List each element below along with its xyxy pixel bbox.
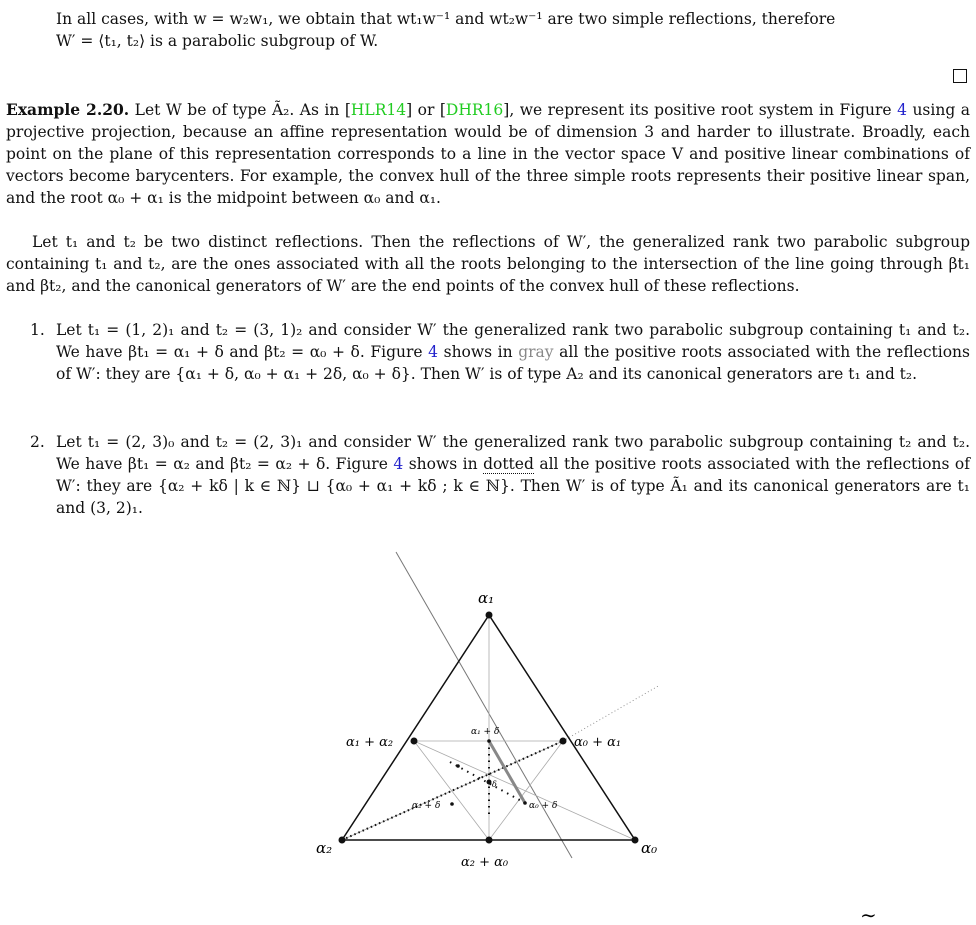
gray-word: gray — [518, 343, 554, 361]
label-alpha2: α₂ — [316, 839, 333, 857]
label-alpha0-alpha1: α₀ + α₁ — [574, 735, 622, 750]
label-alpha2-alpha0: α₂ + α₀ — [461, 855, 509, 870]
label-alpha0: α₀ — [641, 839, 658, 857]
root-system-figure — [0, 525, 976, 925]
qed-box — [953, 69, 967, 83]
label-alpha1-delta: α₁ + δ — [471, 727, 500, 737]
label-alpha0-delta: α₀ + δ — [529, 801, 558, 811]
list-item: 2. Let t₁ = (2, 3)₀ and t₂ = (2, 3)₁ and consider W′ the generalized rank two parabolic subgroup containing t₂ and t₂. We have βt₁ = α₂ and βt₂ = α₂ + δ. Figure 4 shows in dotted all the positive roots associated with the reflections of W′: they are {α₂ + kδ | k ∈ ℕ} ⊔ {α₀ + α₁ + kδ ; k ∈ ℕ}. Then W′ is of type Ã₁ and its canonical generators are t₁ and (3, 2)₁. — [30, 433, 970, 517]
citation-dhr16[interactable]: DHR16 — [445, 101, 504, 119]
example-paragraph: Example 2.20. Let W be of type Ã₂. As in [HLR14] or [DHR16], we represent its positive root system in Figure 4 using a projective projection, because an affine representation would be of dimension 3 and harder to illustrate. Broadly, each point on the plane of this representation corresponds to a line in the vector space V and positive linear combinations of vectors become barycenters. For example, the convex hull of the three simple roots represents their positive linear span, and the root α₀ + α₁ is the midpoint between α₀ and α₁. — [6, 100, 970, 207]
label-delta: δ — [492, 780, 497, 789]
list-item: 1. Let t₁ = (1, 2)₁ and t₂ = (3, 1)₂ and consider W′ the generalized rank two parabolic subgroup containing t₁ and t₂. We have βt₁ = α₁ + δ and βt₂ = α₀ + δ. Figure 4 shows in gray all the positive roots associated with the reflections of W′: they are {α₁ + δ, α₀ + α₁ + 2δ, α₀ + δ}. Then W′ is of type A₂ and its canonical generators are t₁ and t₂. — [30, 321, 970, 383]
intro-line-2: W′ = ⟨t₁, t₂⟩ is a parabolic subgroup of W. — [56, 32, 379, 50]
figure-ref-link[interactable]: 4 — [897, 101, 907, 119]
example-label: Example 2.20. — [6, 100, 130, 119]
citation-hlr14[interactable]: HLR14 — [350, 101, 407, 119]
tilde-glyph: ∼ — [860, 903, 877, 925]
intro-text — [56, 8, 970, 52]
label-alpha2-delta: α₂ + δ — [412, 801, 441, 811]
label-alpha1-alpha2: α₁ + α₂ — [346, 735, 394, 750]
figure-ref-link[interactable]: 4 — [393, 455, 404, 473]
label-alpha1: α₁ — [478, 589, 495, 607]
intro-line-1: In all cases, with w = w₂w₁, we obtain that wt₁w⁻¹ and wt₂w⁻¹ are two simple reflections, therefore — [56, 10, 836, 28]
dotted-word: dotted — [483, 455, 534, 473]
dotted-extension — [563, 685, 660, 741]
example-paragraph-2: Let t₁ and t₂ be two distinct reflections. Then the reflections of W′, the generalized rank two parabolic subgroup containing t₁ and t₂, are the ones associated with all the roots belonging to the intersection of the line going through βt₁ and βt₂, and the canonical generators of W′ are the end points of the convex hull of these reflections. — [6, 233, 970, 295]
figure-ref-link[interactable]: 4 — [428, 343, 439, 361]
